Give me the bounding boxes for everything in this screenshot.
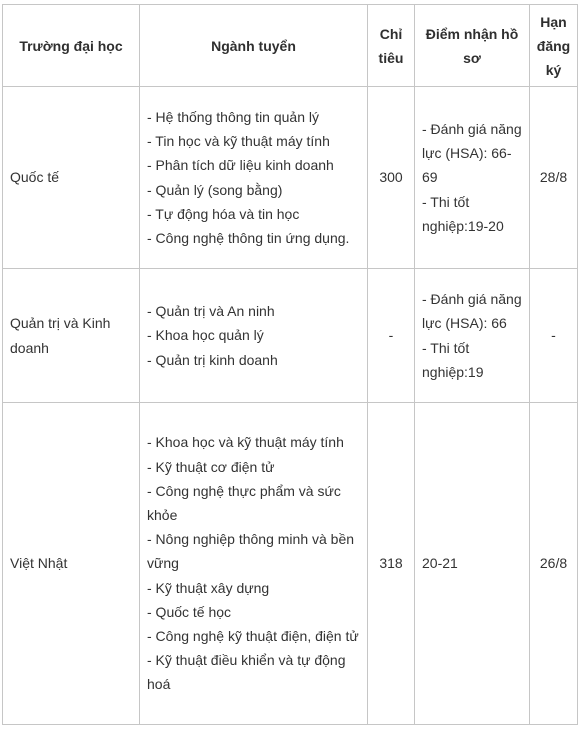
major-item: - Tự động hóa và tin học bbox=[147, 205, 300, 222]
score-cell bbox=[415, 403, 530, 725]
header-score: Điểm nhận hồ sơ bbox=[415, 5, 530, 87]
major-item: - Tin học và kỹ thuật máy tính bbox=[147, 133, 330, 150]
score-cell bbox=[415, 269, 530, 403]
major-list bbox=[147, 430, 361, 696]
deadline-value: 28/8 bbox=[530, 87, 578, 269]
major-cell bbox=[140, 269, 368, 403]
major-item: - Quản lý (song bằng) bbox=[147, 181, 283, 198]
admission-table bbox=[2, 4, 578, 725]
school-name: Việt Nhật bbox=[3, 403, 140, 725]
major-item: - Khoa học và kỹ thuật máy tính bbox=[147, 434, 344, 451]
quota-value: - bbox=[368, 269, 415, 403]
school-name: Quốc tế bbox=[3, 87, 140, 269]
major-item: - Kỹ thuật cơ điện tử bbox=[147, 458, 275, 475]
major-item: - Quốc tế học bbox=[147, 603, 232, 620]
major-item: - Kỹ thuật xây dựng bbox=[147, 579, 270, 596]
major-item: - Quản trị và An ninh bbox=[147, 303, 275, 320]
major-item: - Công nghệ thực phẩm và sức khỏe bbox=[147, 482, 341, 523]
header-major: Ngành tuyển bbox=[140, 5, 368, 87]
quota-value: 318 bbox=[368, 403, 415, 725]
major-item: - Khoa học quản lý bbox=[147, 327, 264, 344]
major-item: - Nông nghiệp thông minh và bền vững bbox=[147, 531, 355, 572]
deadline-value: 26/8 bbox=[530, 403, 578, 725]
score-item: - Đánh giá năng lực (HSA): 66-69 bbox=[422, 120, 522, 186]
major-item: - Quản trị kinh doanh bbox=[147, 351, 278, 368]
major-list bbox=[147, 299, 361, 372]
header-row bbox=[3, 5, 578, 87]
header-school: Trường đại học bbox=[3, 5, 140, 87]
table-row bbox=[3, 87, 578, 269]
table-row bbox=[3, 403, 578, 725]
major-cell bbox=[140, 87, 368, 269]
major-item: - Phân tích dữ liệu kinh doanh bbox=[147, 157, 334, 174]
score-item: - Thi tốt nghiệp:19-20 bbox=[422, 193, 504, 234]
major-list bbox=[147, 105, 361, 250]
table-row bbox=[3, 269, 578, 403]
major-item: - Hệ thống thông tin quản lý bbox=[147, 108, 320, 125]
major-cell bbox=[140, 403, 368, 725]
score-item: - Thi tốt nghiệp:19 bbox=[422, 339, 484, 380]
deadline-value: - bbox=[530, 269, 578, 403]
school-name: Quản trị và Kinh doanh bbox=[3, 269, 140, 403]
score-item: - Đánh giá năng lực (HSA): 66 bbox=[422, 291, 522, 332]
score-cell bbox=[415, 87, 530, 269]
header-quota: Chỉ tiêu bbox=[368, 5, 415, 87]
quota-value: 300 bbox=[368, 87, 415, 269]
major-item: - Công nghệ thông tin ứng dụng. bbox=[147, 229, 350, 246]
score-item: 20-21 bbox=[422, 555, 458, 572]
major-item: - Công nghệ kỹ thuật điện, điện tử bbox=[147, 628, 359, 644]
header-deadline: Hạn đăng ký bbox=[530, 5, 578, 87]
major-item: - Kỹ thuật điều khiển và tự động hoá bbox=[147, 652, 346, 693]
